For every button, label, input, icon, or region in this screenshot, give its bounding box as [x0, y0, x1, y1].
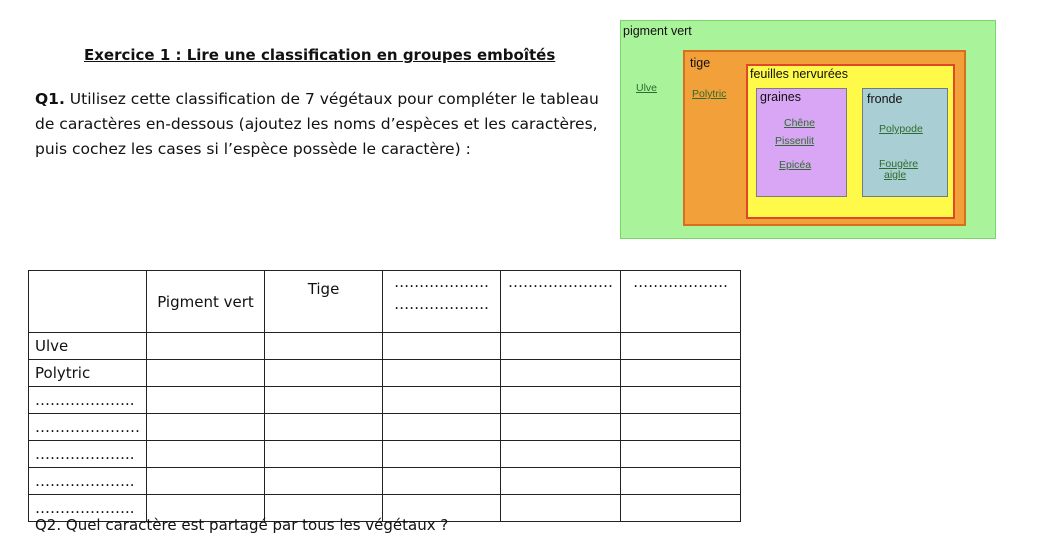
check-cell[interactable]	[621, 468, 741, 495]
table-row	[29, 387, 741, 414]
check-cell[interactable]	[501, 441, 621, 468]
check-cell[interactable]	[621, 360, 741, 387]
table-row	[29, 333, 741, 360]
check-cell[interactable]	[501, 333, 621, 360]
check-cell[interactable]	[501, 495, 621, 522]
exercise-title: Exercice 1 : Lire une classification en groupes emboîtés	[84, 46, 556, 64]
table-header-row	[29, 271, 741, 333]
row-label-editable[interactable]: ………………..	[29, 441, 147, 468]
check-cell[interactable]	[147, 360, 265, 387]
row-label-editable[interactable]: ………………..	[29, 495, 147, 522]
species-fougere-line-2: aigle	[884, 169, 907, 181]
check-cell[interactable]	[501, 387, 621, 414]
check-cell[interactable]	[501, 414, 621, 441]
table-header-cell: Tige	[265, 271, 383, 333]
species-ulve: Ulve	[636, 82, 658, 94]
check-cell[interactable]	[147, 333, 265, 360]
table-corner-cell	[29, 271, 147, 333]
check-cell[interactable]	[147, 414, 265, 441]
table-row	[29, 360, 741, 387]
check-cell[interactable]	[265, 360, 383, 387]
question-1-label: Q1.	[35, 90, 65, 108]
check-cell[interactable]	[265, 387, 383, 414]
check-cell[interactable]	[265, 441, 383, 468]
check-cell[interactable]	[265, 468, 383, 495]
character-table	[28, 270, 741, 522]
check-cell[interactable]	[383, 387, 501, 414]
question-1-text: Utilisez cette classification de 7 végétaux pour compléter le tableau de caractères en-dessous (ajoutez les noms d’espèces et les caractères, puis cochez les cases si l’espèce possède le caractère) :	[35, 90, 599, 158]
check-cell[interactable]	[265, 414, 383, 441]
header-dots-line-1: ……………….	[394, 273, 489, 291]
species-fougere-line-1: Fougère	[879, 158, 919, 170]
check-cell[interactable]	[383, 414, 501, 441]
check-cell[interactable]	[621, 387, 741, 414]
species-polypode: Polypode	[879, 123, 923, 135]
table-header-cell-editable[interactable]: ……………….	[621, 271, 741, 333]
header-dots-line-2: ……………….	[394, 295, 489, 313]
question-1	[35, 87, 605, 162]
row-label-editable[interactable]: ………………..	[29, 387, 147, 414]
group-label-tige: tige	[690, 56, 711, 70]
check-cell[interactable]	[621, 441, 741, 468]
check-cell[interactable]	[621, 414, 741, 441]
check-cell[interactable]	[383, 360, 501, 387]
check-cell[interactable]	[383, 468, 501, 495]
row-label-editable[interactable]: ………………..	[29, 468, 147, 495]
group-label-graines: graines	[760, 90, 801, 104]
row-label: Polytric	[29, 360, 147, 387]
row-label-editable[interactable]: …………………	[29, 414, 147, 441]
check-cell[interactable]	[147, 468, 265, 495]
table-header-cell: Pigment vert	[147, 271, 265, 333]
table-row	[29, 441, 741, 468]
species-polytric: Polytric	[692, 88, 727, 100]
check-cell[interactable]	[621, 333, 741, 360]
species-pissenlit: Pissenlit	[775, 135, 815, 147]
check-cell[interactable]	[621, 495, 741, 522]
check-cell[interactable]	[147, 387, 265, 414]
table-header-cell-editable[interactable]	[383, 271, 501, 333]
group-label-pigment-vert: pigment vert	[623, 24, 692, 38]
group-label-fronde: fronde	[867, 92, 903, 106]
check-cell[interactable]	[265, 333, 383, 360]
check-cell[interactable]	[501, 468, 621, 495]
row-label: Ulve	[29, 333, 147, 360]
question-2: Q2. Quel caractère est partagé par tous les végétaux ?	[35, 516, 449, 534]
species-epicea: Epicéa	[779, 159, 812, 171]
check-cell[interactable]	[147, 441, 265, 468]
species-chene: Chêne	[784, 117, 815, 129]
table-row	[29, 414, 741, 441]
check-cell[interactable]	[383, 333, 501, 360]
table-header-cell-editable[interactable]: …………………	[501, 271, 621, 333]
check-cell[interactable]	[383, 441, 501, 468]
group-label-feuilles-nervurees: feuilles nervurées	[750, 67, 848, 81]
table-row	[29, 468, 741, 495]
check-cell[interactable]	[501, 360, 621, 387]
